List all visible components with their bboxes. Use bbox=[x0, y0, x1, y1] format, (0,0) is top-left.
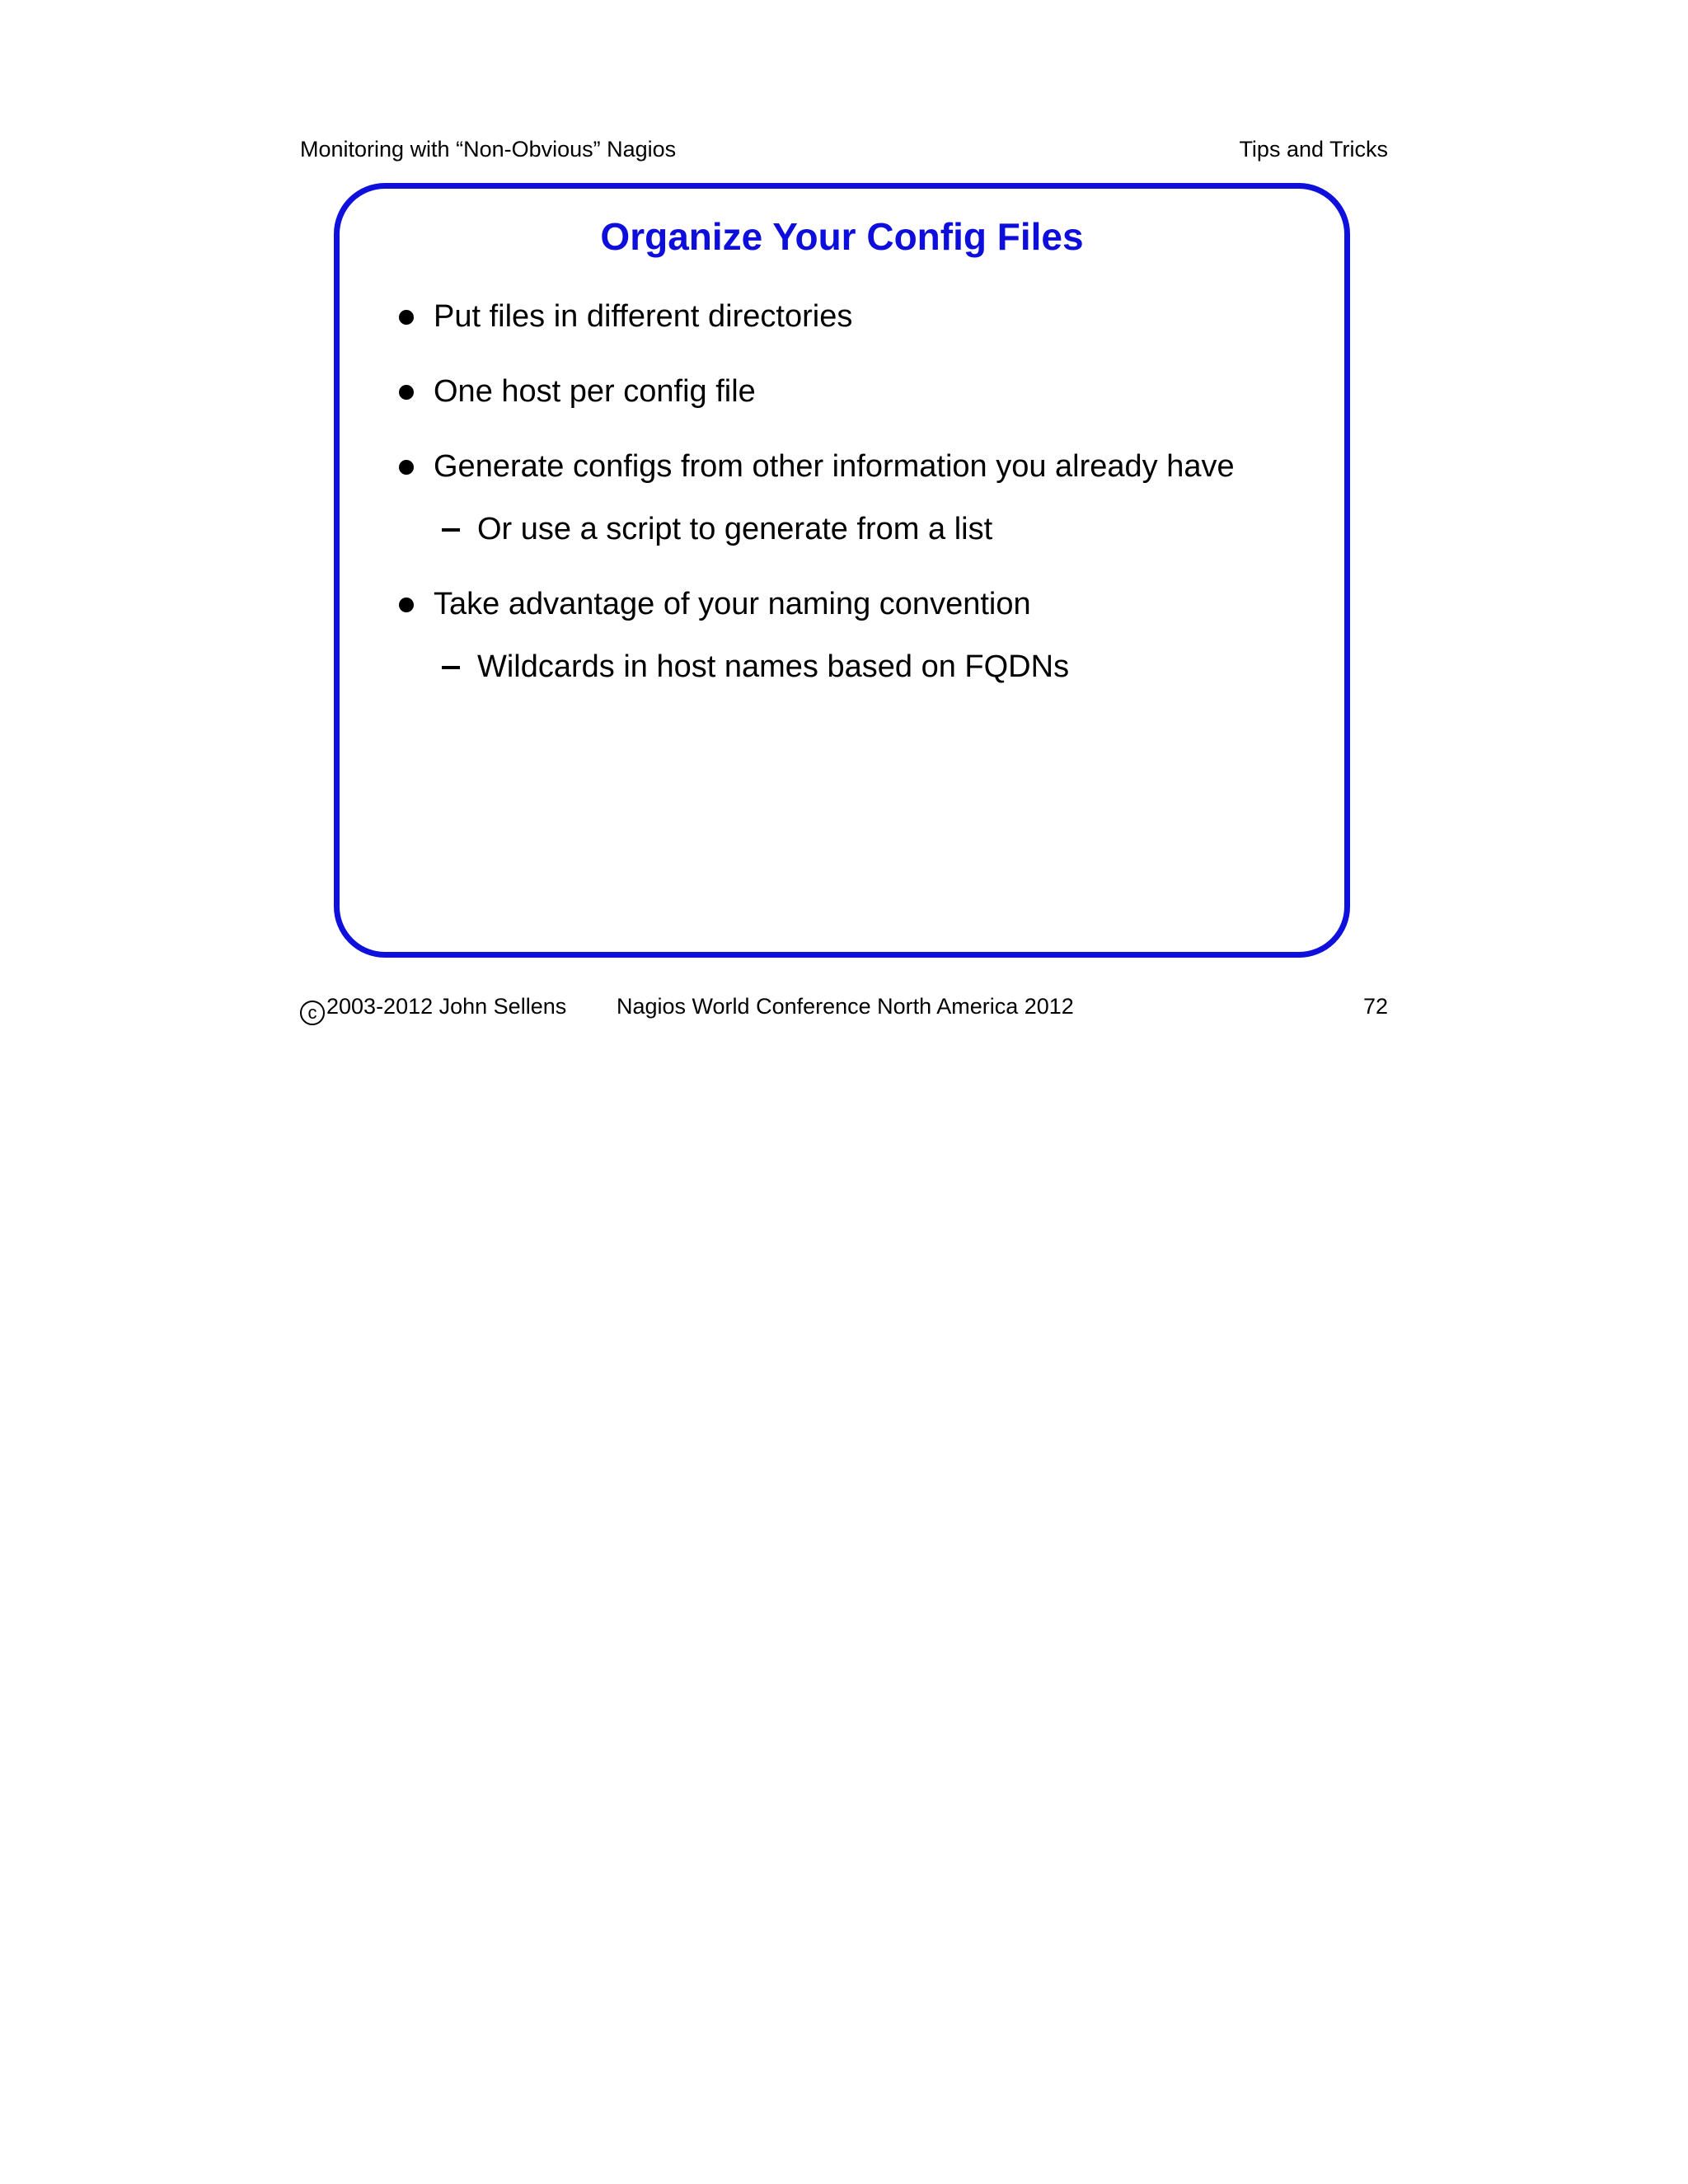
header-section-title: Tips and Tricks bbox=[1239, 137, 1388, 162]
bullet-icon bbox=[399, 598, 414, 612]
bullet-icon bbox=[399, 385, 414, 400]
bullet-text: Take advantage of your naming convention bbox=[434, 587, 1031, 621]
sub-bullet-list bbox=[397, 648, 1320, 686]
sub-bullet-text: Wildcards in host names based on FQDNs bbox=[477, 649, 1070, 684]
slide-frame bbox=[334, 183, 1350, 958]
bullet-item bbox=[397, 585, 1320, 623]
bullet-item bbox=[397, 448, 1320, 485]
footer-copyright bbox=[300, 992, 566, 1025]
bullet-text: Put files in different directories bbox=[434, 299, 853, 334]
dash-icon bbox=[442, 528, 460, 532]
bullet-icon bbox=[399, 310, 414, 325]
bullet-text: One host per config file bbox=[434, 374, 756, 409]
header-document-title: Monitoring with “Non-Obvious” Nagios bbox=[300, 137, 677, 162]
sub-bullet-item bbox=[397, 510, 1320, 548]
bullet-item bbox=[397, 298, 1320, 335]
sub-bullet-item bbox=[397, 648, 1320, 686]
sub-bullet-text: Or use a script to generate from a list bbox=[477, 512, 993, 546]
page-number: 72 bbox=[1362, 994, 1388, 1019]
bullet-list bbox=[397, 298, 1320, 723]
copyright-text: 2003-2012 John Sellens bbox=[326, 994, 567, 1019]
bullet-item bbox=[397, 373, 1320, 410]
sub-bullet-list bbox=[397, 510, 1320, 548]
copyright-icon: c bbox=[300, 1001, 325, 1025]
bullet-text: Generate configs from other information you already have bbox=[434, 449, 1235, 484]
dash-icon bbox=[442, 666, 460, 669]
footer-conference: Nagios World Conference North America 2012 bbox=[617, 994, 1074, 1019]
slide-title: Organize Your Config Files bbox=[600, 215, 1084, 258]
bullet-icon bbox=[399, 460, 414, 475]
